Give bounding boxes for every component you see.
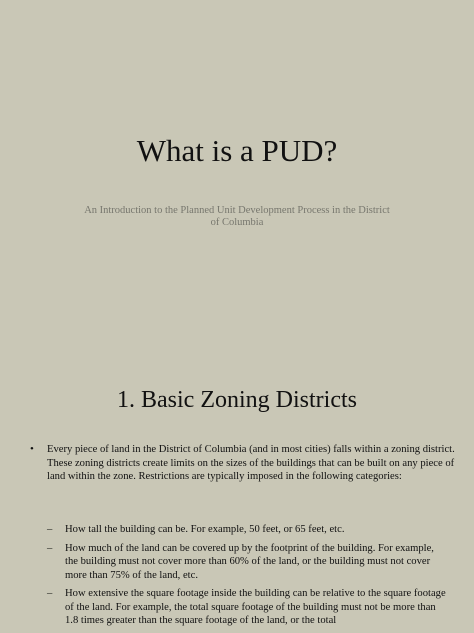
slide-title: What is a PUD?	[136, 133, 338, 168]
dash-marker: –	[47, 588, 53, 599]
sub-bullet-text: How extensive the square footage inside the building can be relative to the square footage of the land. For example, the total square footage of the building must not be more than 1.8 times greater than the square footage of the land, or the total	[65, 588, 446, 626]
sub-bullet-list	[47, 523, 447, 633]
section-heading: 1. Basic Zoning Districts	[117, 387, 357, 413]
dash-marker: –	[47, 542, 53, 554]
slide-subtitle: An Introduction to the Planned Unit Development Process in the District of Columbia	[84, 205, 390, 228]
sub-bullet-item	[47, 542, 447, 583]
sub-bullet-item	[47, 523, 447, 537]
bullet-text: Every piece of land in the District of Columbia (and in most cities) falls within a zoning district. These zoning districts create limits on the sizes of the buildings that can be built on any piece of land within the zone. Restrictions are typically imposed in the following categories:	[47, 444, 455, 482]
dash-marker: –	[47, 524, 53, 535]
sub-bullet-item	[47, 587, 447, 628]
sub-bullet-text: How tall the building can be. For example, 50 feet, or 65 feet, etc.	[65, 524, 345, 535]
bullet-marker: •	[30, 443, 34, 455]
zoning-slide	[0, 330, 474, 632]
sub-bullet-text: How much of the land can be covered up by the footprint of the building. For example, the building must not cover more than 60% of the land, or the building must not cover more than 75% of the land, etc.	[65, 542, 434, 581]
